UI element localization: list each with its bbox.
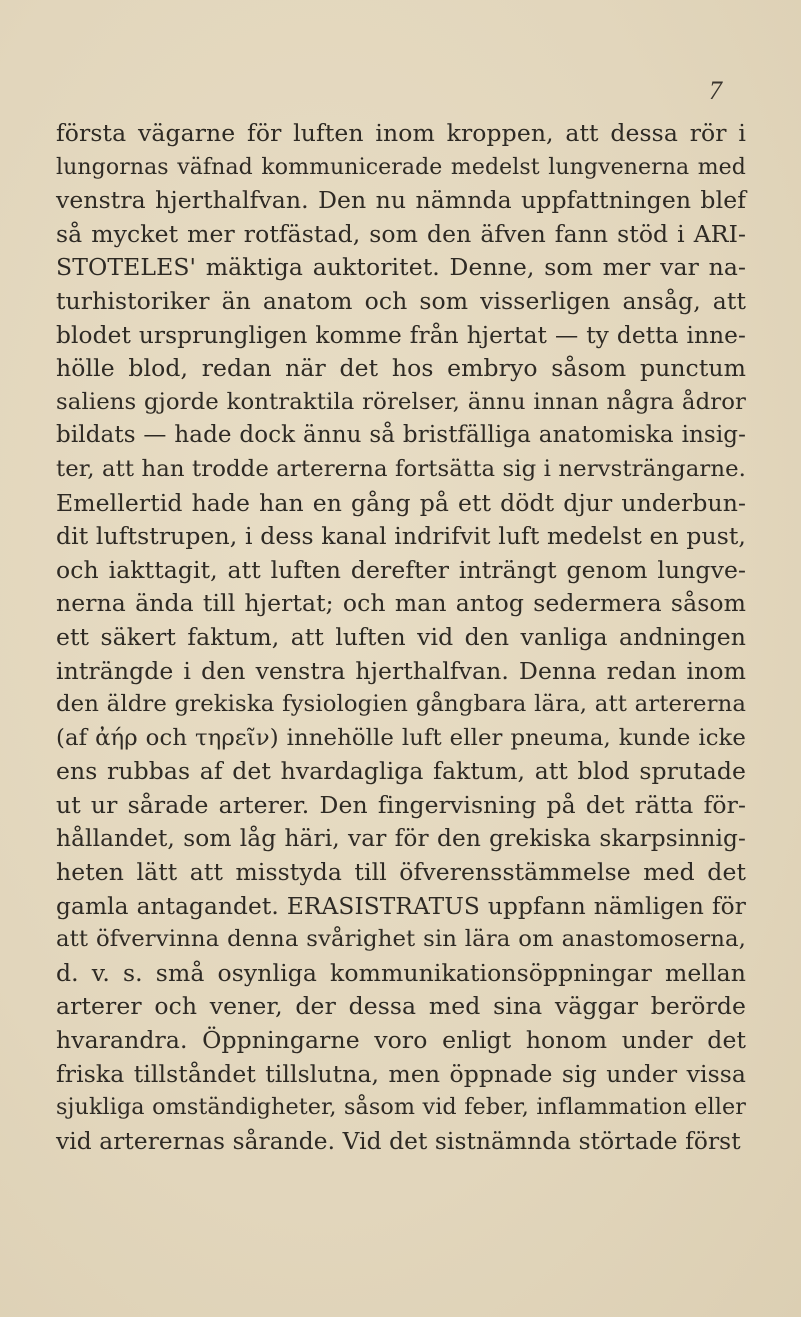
text-line: venstra hjerthalfvan. Den nu nämnda uppfattningen blef: [56, 186, 746, 215]
text-line: ut ur sårade arterer. Den fingervisning på det rätta för-: [56, 790, 746, 819]
text-line: (af ἀήρ och τηρεῖν) innehölle luft eller pneuma, kunde icke: [56, 724, 746, 751]
text-line: dit luftstrupen, i dess kanal indrifvit luft medelst en pust,: [56, 522, 746, 551]
text-line: ett säkert faktum, att luften vid den vanliga andningen: [56, 622, 746, 651]
text-line: heten lätt att misstyda till öfverensstämmelse med det: [56, 858, 746, 887]
text-line: ter, att han trodde artererna fortsätta sig i nervsträngarne.: [56, 455, 746, 482]
text-line: STOTELES' mäktiga auktoritet. Denne, som mer var na-: [56, 253, 746, 282]
text-line: och iakttagit, att luften derefter inträngt genom lungve-: [56, 555, 746, 584]
text-line: Emellertid hade han en gång på ett dödt djur underbun-: [56, 488, 746, 517]
text-line: att öfvervinna denna svårighet sin lära om anastomoserna,: [56, 926, 746, 953]
page-number: 7: [709, 76, 722, 105]
text-line: bildats — hade dock ännu så bristfälliga anatomiska insig-: [56, 422, 746, 449]
text-line: saliens gjorde kontraktila rörelser, ännu innan några ådror: [56, 388, 746, 415]
text-line: vid arterernas sårande. Vid det sistnämnda störtade först: [56, 1127, 741, 1155]
text-line: höllе blod, redan när det hos embryo såsom punctum: [56, 354, 746, 383]
text-line: första vägarne för luften inom kroppen, att dessa rör i: [56, 119, 746, 147]
text-line: inträngde i den venstra hjerthalfvan. Denna redan inom: [56, 656, 746, 685]
text-line: den äldre grekiska fysiologien gångbara lära, att artererna: [56, 691, 746, 718]
text-line: gamla antagandet. ERASISTRATUS uppfann nämligen för: [56, 892, 746, 920]
text-line: sjukliga omständigheter, såsom vid feber, inflammation eller: [56, 1094, 746, 1121]
text-line: lungornas väfnad kommunicerade medelst lungvenerna med: [56, 154, 746, 180]
body-text: [56, 117, 746, 1158]
text-line: så mycket mer rotfästad, som den äfven fann stöd i ARI-: [56, 219, 746, 248]
text-line: nerna ända till hjertat; och man antog sedermera såsom: [56, 589, 746, 618]
text-line: blodet ursprungligen komme från hjertat — ty detta inne-: [56, 321, 746, 349]
text-line: arterer och vener, der dessa med sina väggar berörde: [56, 992, 746, 1021]
text-line: hållandet, som låg häri, var för den grekiska skarpsinnig-: [56, 825, 746, 853]
text-line: turhistoriker än anatom och som visserligen ansåg, att: [56, 286, 746, 315]
text-line: d. v. s. små osynliga kommunikationsöppningar mellan: [56, 958, 746, 987]
text-line: hvarandra. Öppningarne voro enligt honom under det: [56, 1026, 746, 1055]
text-line: ens rubbas af det hvardagliga faktum, att blod sprutade: [56, 757, 746, 786]
text-line: friska tillståndet tillslutna, men öppnade sig under vissa: [56, 1059, 746, 1088]
